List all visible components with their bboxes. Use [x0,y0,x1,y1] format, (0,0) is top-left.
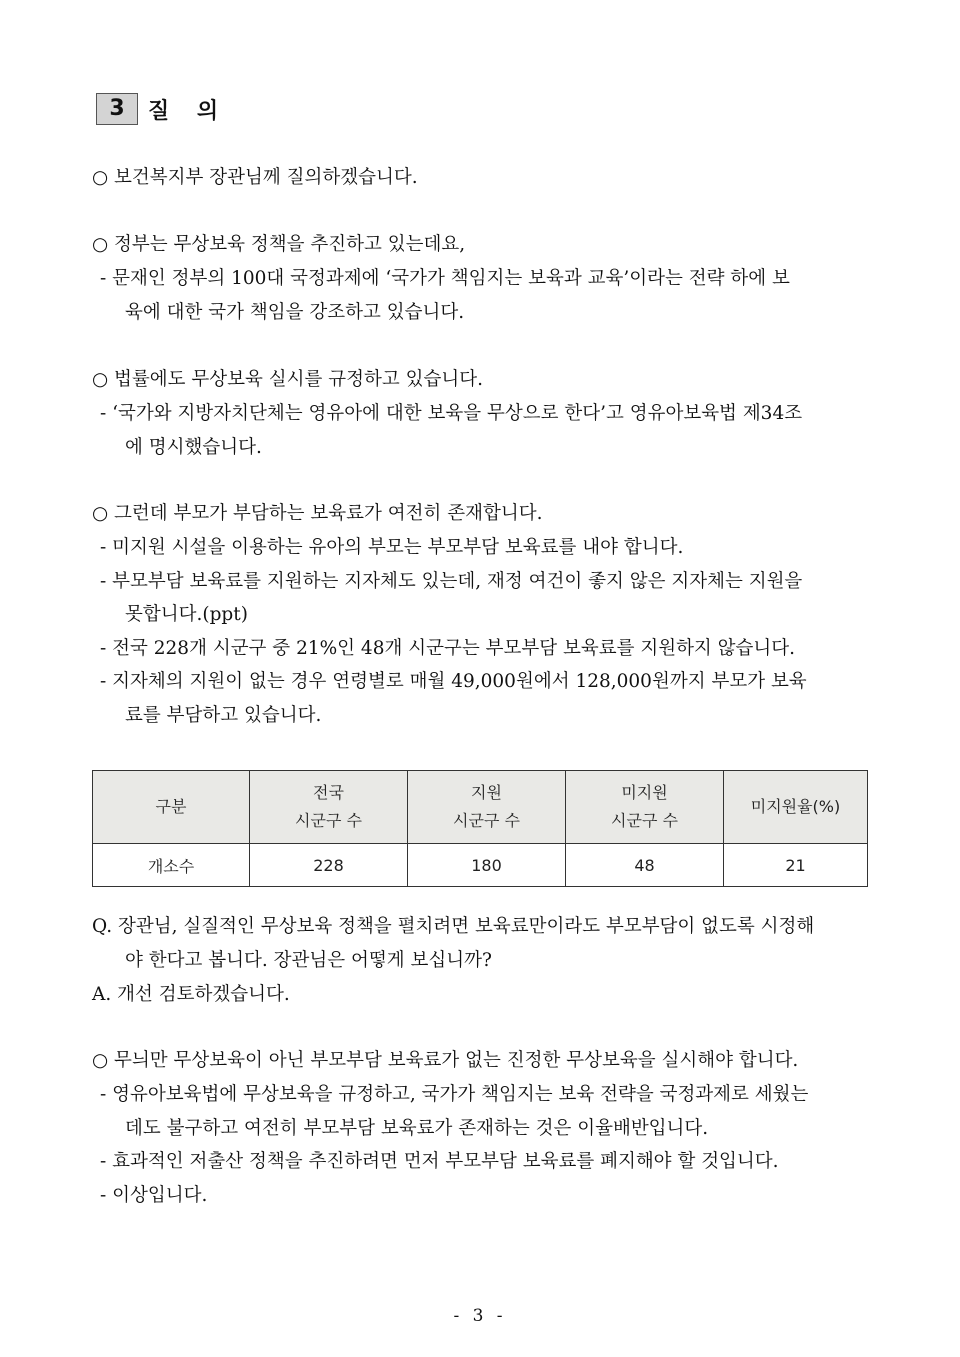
paragraph-dash: - 영유아보육법에 무상보육을 규정하고, 국가가 책임지는 보육 전략을 국정과제로 세웠는 [100,1084,809,1105]
paragraph-dash: - 이상입니다. [100,1185,208,1206]
table-cell: 개소수 [93,844,250,887]
paragraph-dash: - 지자체의 지원이 없는 경우 연령별로 매월 49,000원에서 128,000원까지 부모가 보육 [100,671,807,692]
header-label: 시군구 수 [453,811,520,830]
stats-table [92,770,868,887]
paragraph-dash: - 부모부담 보육료를 지원하는 지자체도 있는데, 재정 여건이 좋지 않은 지자체는 지원을 [100,571,803,592]
header-label: 시군구 수 [295,811,362,830]
table-header-cell [93,771,250,844]
section-heading [96,92,228,126]
header-label: 전국 [313,783,344,802]
paragraph-bullet: ○ 무늬만 무상보육이 아닌 부모부담 보육료가 없는 진정한 무상보육을 실시해야 합니다. [92,1050,799,1071]
section-number: 3 [96,93,138,125]
page-number: - 3 - [453,1306,507,1326]
paragraph-continuation: 육에 대한 국가 책임을 강조하고 있습니다. [125,302,465,323]
table-header-cell [724,771,868,844]
paragraph-dash: - 효과적인 저출산 정책을 추진하려면 먼저 부모부담 보육료를 폐지해야 할 것입니다. [100,1151,779,1172]
table-header-cell [250,771,408,844]
paragraph-dash: - 전국 228개 시군구 중 21%인 48개 시군구는 부모부담 보육료를 지원하지 않습니다. [100,638,796,659]
header-label: 미지원 [621,783,668,802]
paragraph-bullet: ○ 정부는 무상보육 정책을 추진하고 있는데요, [92,234,466,255]
paragraph-bullet: ○ 그런데 부모가 부담하는 보육료가 여전히 존재합니다. [92,503,543,524]
table-cell: 21 [724,844,868,887]
answer-line: A. 개선 검토하겠습니다. [92,984,290,1005]
table-cell: 180 [408,844,566,887]
paragraph-continuation: 료를 부담하고 있습니다. [125,705,322,726]
question-line: Q. 장관님, 실질적인 무상보육 정책을 펼치려면 보육료만이라도 부모부담이 없도록 시정해 [92,916,815,937]
paragraph-bullet: ○ 법률에도 무상보육 실시를 규정하고 있습니다. [92,369,483,390]
paragraph-dash: - ‘국가와 지방자치단체는 영유아에 대한 보육을 무상으로 한다’고 영유아보육법 제34조 [100,403,803,424]
header-label: 구분 [155,797,187,816]
paragraph-bullet: ○ 보건복지부 장관님께 질의하겠습니다. [92,167,418,188]
paragraph-dash: - 미지원 시설을 이용하는 유아의 부모는 부모부담 보육료를 내야 합니다. [100,537,684,558]
table-header-cell [566,771,724,844]
paragraph-dash: - 문재인 정부의 100대 국정과제에 ‘국가가 책임지는 보육과 교육’이라는 전략 하에 보 [100,268,790,289]
header-label: 미지원율(%) [750,797,841,816]
paragraph-continuation: 에 명시했습니다. [125,437,262,458]
question-continuation: 야 한다고 봅니다. 장관님은 어떻게 보십니까? [125,950,492,971]
header-label: 지원 [471,783,502,802]
table-cell: 48 [566,844,724,887]
paragraph-continuation: 데도 불구하고 여전히 부모부담 보육료가 존재하는 것은 이율배반입니다. [125,1118,709,1139]
table-header-cell [408,771,566,844]
section-title: 질 의 [148,98,229,124]
paragraph-continuation: 못합니다.(ppt) [125,604,248,625]
table-row [93,844,868,887]
table-header-row [93,771,868,844]
header-label: 시군구 수 [611,811,678,830]
table-cell: 228 [250,844,408,887]
